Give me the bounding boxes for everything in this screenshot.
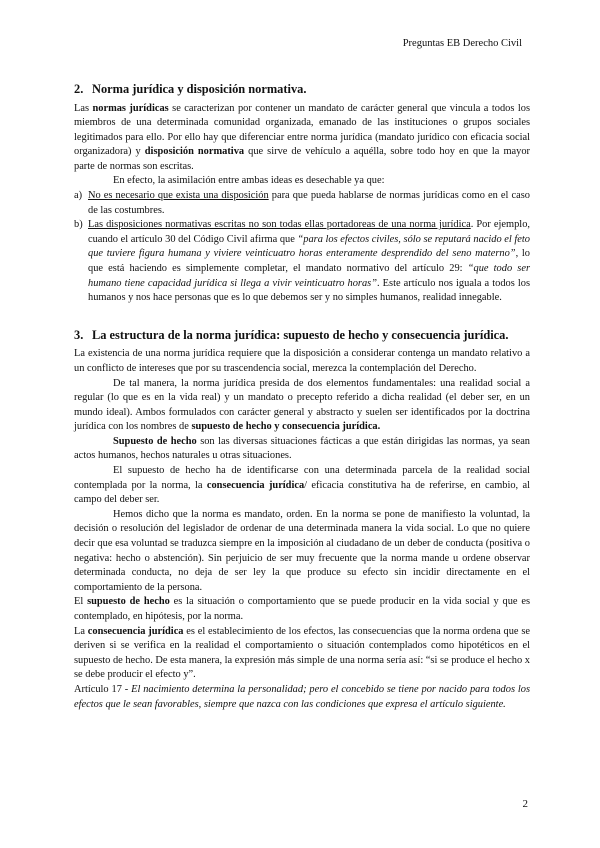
quote: “para los efectos civiles, sólo se reputará nacido el feto que tuviere figura humana y viviere veinticuatro horas enteramente desprendido del seno materno” bbox=[88, 233, 531, 260]
page-content bbox=[74, 82, 530, 712]
quote: El nacimiento determina la personalidad; pero el concebido se tiene por nacido para todos los efectos que le sean favorables, siempre que nazca con las condiciones que expresa el artículo siguiente. bbox=[74, 683, 530, 710]
text: es la situación o comportamiento que se puede producir en la vida social y que es contemplado, en hipótesis, por la norma. bbox=[74, 596, 530, 622]
bold-term: supuesto de hecho bbox=[87, 596, 170, 608]
text: El bbox=[74, 596, 88, 608]
article-quote bbox=[74, 683, 530, 712]
text: / eficacia constitutiva ha de referirse, en cambio, al campo del deber ser. bbox=[74, 479, 531, 506]
list-marker: a) bbox=[74, 190, 83, 202]
text: para que pueda hablarse de normas jurídicas como en el caso de las costumbres. bbox=[88, 190, 530, 216]
bold-term: Supuesto de hecho bbox=[113, 435, 197, 447]
quote: “que todo ser humano tiene capacidad jurídica si llega a vivir veinticuatro horas” bbox=[88, 263, 531, 289]
page-number: 2 bbox=[522, 798, 528, 810]
underlined-text: No es necesario que exista una disposición bbox=[88, 190, 269, 202]
running-header: Preguntas EB Derecho Civil bbox=[402, 38, 522, 49]
article-label: Artículo 17 - bbox=[74, 683, 132, 695]
paragraph bbox=[74, 377, 530, 435]
section-number: 3. bbox=[74, 327, 84, 342]
section-title: La estructura de la norma jurídica: supuesto de hecho y consecuencia jurídica. bbox=[92, 327, 509, 342]
list bbox=[74, 189, 530, 306]
list-item bbox=[74, 218, 530, 306]
list-marker: b) bbox=[74, 219, 83, 231]
bold-term: supuesto de hecho y consecuencia jurídica. bbox=[191, 421, 381, 433]
section-3-heading bbox=[74, 328, 530, 344]
text: se caracterizan por contener un mandato de carácter general que vincula a todos los miembros de una determinada comunidad organizada, emanado de las instituciones o grupos sociales legitimados para ello. Por ello hay que diferenciar entre norma jurídica (mandato jurídico con eficacia social organizadora) y bbox=[74, 102, 530, 158]
paragraph bbox=[74, 625, 530, 683]
text: Las bbox=[74, 102, 93, 114]
bold-term: consecuencia jurídica bbox=[87, 625, 184, 637]
paragraph bbox=[74, 464, 530, 508]
text: . Por ejemplo, cuando el artículo 30 del Código Civil afirma que bbox=[88, 219, 530, 245]
text: . Este artículo nos iguala a todos los humanos y nos hace personas que es lo que debemos ser y no simples humanos, realidad innegable. bbox=[88, 277, 530, 304]
bold-term: consecuencia jurídica bbox=[206, 479, 305, 491]
paragraph: Hemos dicho que la norma es mandato, orden. En la norma se pone de manifiesto la voluntad, la decisión o resolución del legislador de ordenar de una determinada manera la vida social. Lo que no quiere decir que esa voluntad se traduzca siempre en la imposición al ciudadano de un deber de conducta (positiva o negativa: hecho o abstención). Sin perjuicio de ser muy frecuente que la norma mande u ordene observar determinada conducta, no deja de ser ley la que produce su efecto sin incidir directamente en el comportamiento de la persona. bbox=[74, 508, 530, 593]
bold-term: normas jurídicas bbox=[92, 102, 169, 114]
section-2-heading bbox=[74, 82, 530, 98]
bold-term: disposición normativa bbox=[144, 146, 245, 158]
text: , lo que está haciendo es simplemente completar, el mandato normativo del artículo 29: bbox=[88, 248, 531, 275]
text: que sirve de vehículo a aquélla, sobre todo hoy en que la mayor parte de normas son escritas. bbox=[74, 146, 531, 172]
underlined-text: Las disposiciones normativas escritas no son todas ellas portadoreas de una norma jurídica bbox=[88, 219, 471, 231]
paragraph bbox=[74, 435, 530, 464]
paragraph: En efecto, la asimilación entre ambas ideas es desechable ya que: bbox=[113, 175, 385, 187]
text: La bbox=[74, 625, 88, 637]
section-title: Norma jurídica y disposición normativa. bbox=[92, 82, 307, 96]
text: es el establecimiento de los efectos, las consecuencias que la norma ordena que se deriven si se verifica en la realidad el comportamiento o situación contemplados como hipotéticos en el supuesto de hecho. De esta manera, la expresión más simple de una norma sería así: “si se produce el hecho x se debe producir el efecto y”. bbox=[74, 625, 530, 681]
paragraph: La existencia de una norma jurídica requiere que la disposición a considerar contenga un mandato relativo a un conflicto de intereses que por su trascendencia social, merezca la contemplación del Derecho. bbox=[74, 348, 530, 374]
text: De tal manera, la norma jurídica presida de dos elementos fundamentales: una realidad social a regular (lo que es en la vida real) y un mandato o precepto referido a dicha realidad (el deber ser, en un mundo ideal). Ambos formulados con carácter general y abstracto y suelen ser identificados por la doctrina jurídica con los nombres de bbox=[74, 377, 530, 433]
section-number: 2. bbox=[74, 82, 84, 96]
paragraph bbox=[74, 102, 530, 175]
text: son las diversas situaciones fácticas a que están dirigidas las normas, ya sean actos humanos, hechos naturales u otras situaciones. bbox=[74, 435, 531, 462]
text: El supuesto de hecho ha de identificarse con una determinada parcela de la realidad social contemplada por la norma, la bbox=[74, 465, 530, 491]
paragraph bbox=[74, 595, 530, 624]
list-item bbox=[74, 189, 530, 218]
